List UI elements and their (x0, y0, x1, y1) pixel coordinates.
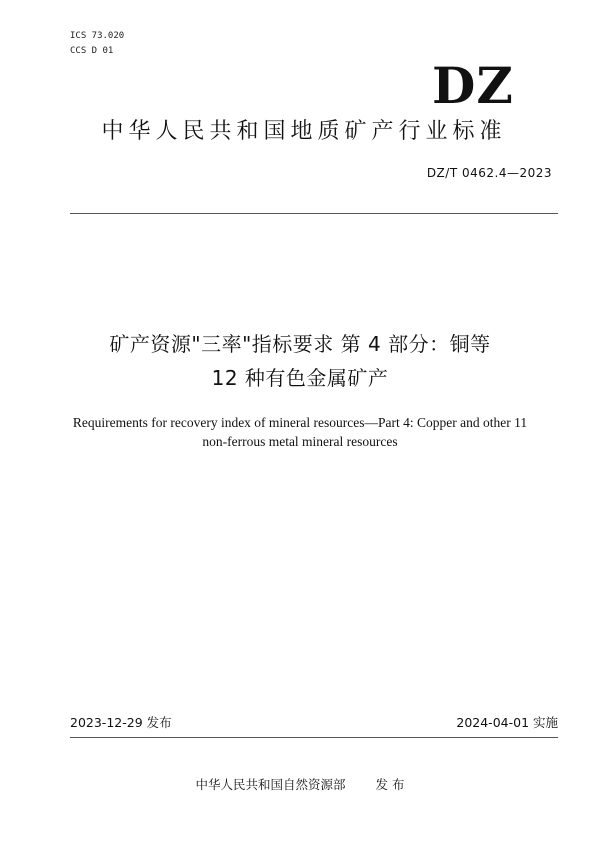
ccs-code: CCS D 01 (70, 46, 114, 56)
footer-divider (70, 737, 558, 738)
dz-logo: DZ (432, 56, 514, 115)
document-title-en-line2: non-ferrous metal mineral resources (202, 434, 398, 449)
publisher-line (0, 776, 600, 793)
issue-date: 2023-12-29 发布 (70, 715, 172, 730)
document-title-en-line1: Requirements for recovery index of mineral resources—Part 4: Copper and other 11 (72, 415, 528, 430)
standard-number: DZ/T 0462.4—2023 (426, 166, 552, 180)
document-title-cn-line1: 矿产资源"三率"指标要求 第 4 部分：铜等 (109, 332, 491, 356)
ics-code: ICS 73.020 (70, 31, 125, 41)
document-title-cn-line2: 12 种有色金属矿产 (211, 366, 389, 390)
standard-category-title: 中华人民共和国地质矿产行业标准 (101, 119, 507, 144)
implementation-date: 2024-04-01 实施 (456, 715, 558, 730)
header-divider (70, 213, 558, 214)
publisher-name: 中华人民共和国自然资源部 (195, 777, 346, 792)
publisher-action: 发 布 (375, 777, 405, 792)
